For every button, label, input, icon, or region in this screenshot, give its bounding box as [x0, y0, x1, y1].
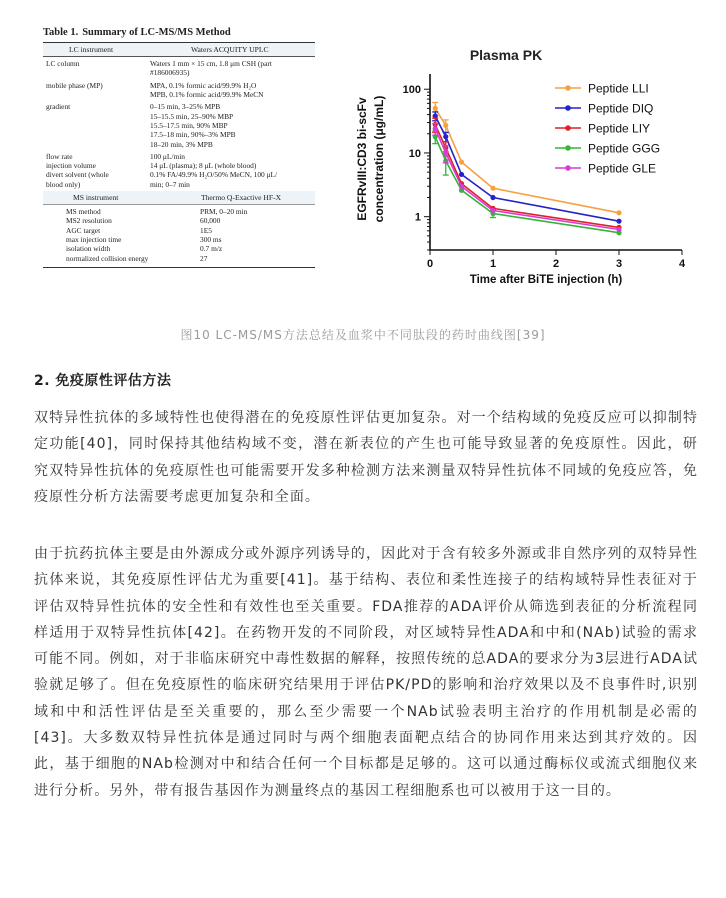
data-point — [616, 210, 621, 215]
x-tick-label: 2 — [552, 258, 560, 270]
lcms-method-table — [43, 27, 315, 268]
data-point — [443, 123, 448, 128]
legend-marker — [565, 105, 571, 111]
data-point — [459, 172, 464, 177]
table-row-label: LC column — [46, 59, 80, 69]
table-row-label: normalized collision energy — [66, 253, 149, 263]
table-row-label: max injection time — [66, 234, 122, 244]
ms-header-row — [43, 191, 315, 204]
table-value-line: 18–20 min, 3% MPB — [150, 139, 213, 149]
legend-label: Peptide GLE — [588, 161, 657, 176]
table-value-line: 15–15.5 min, 25–90% MBP — [150, 111, 234, 121]
table-row — [43, 81, 315, 100]
table-title — [43, 27, 315, 38]
legend-marker — [565, 165, 571, 171]
table-row-value — [150, 161, 315, 170]
table-row-value: PRM, 0–20 min — [200, 207, 248, 217]
table-row — [43, 102, 315, 148]
ms-rows — [43, 205, 315, 267]
table-row — [43, 170, 315, 189]
legend-marker — [565, 145, 571, 151]
legend-label: Peptide LIY — [588, 121, 651, 136]
table-value-line: 100 μL/min — [150, 151, 185, 161]
data-point — [490, 208, 495, 213]
lc-rows — [43, 57, 315, 189]
y-axis-label-line1: EGFRvIII:CD3 bi-scFv — [355, 97, 369, 221]
table-value-line: 14 μL (plasma); 8 μL (whole blood) — [150, 161, 257, 171]
table-bottom-rule — [43, 267, 315, 268]
data-point — [459, 159, 464, 164]
table-row — [43, 235, 315, 244]
data-point — [443, 150, 448, 155]
table-row-value: 0.7 m/z — [200, 244, 223, 254]
table-row — [43, 244, 315, 253]
table-value-line: 17.5–18 min, 90%–3% MPB — [150, 130, 236, 140]
table-value-line: 15.5–17.5 min, 90% MBP — [150, 120, 228, 130]
data-point — [433, 126, 438, 131]
y-tick-label: 1 — [414, 211, 421, 224]
table-row-value: 1E5 — [200, 225, 212, 235]
x-tick-label: 0 — [426, 258, 434, 270]
plasma-pk-chart — [340, 38, 700, 288]
legend-label: Peptide GGG — [588, 141, 661, 156]
table-row-value — [150, 152, 315, 161]
table-row — [43, 59, 315, 78]
table-row-label: AGC target — [66, 225, 101, 235]
data-point — [433, 106, 438, 111]
x-tick-label: 4 — [678, 258, 686, 270]
data-point — [490, 186, 495, 191]
table-row-label: isolation width — [66, 244, 111, 254]
table-row-label: MS2 resolution — [66, 216, 112, 226]
y-axis-label — [355, 96, 386, 223]
ms-header-label: MS instrument — [73, 193, 119, 203]
legend-marker — [565, 125, 571, 131]
table-row-value — [150, 59, 315, 78]
paragraph-1: 双特异性抗体的多域特性也使得潜在的免疫原性评估更加复杂。对一个结构域的免疫反应可以抑制特定功能[40]，同时保持其他结构域不变，潜在新表位的产生也可能导致显著的免疫原性。因此，研究双特异性抗体的免疫原性也可能需要开发多种检测方法来测量双特异性抗体不同域的免疫应答，免疫原性分析方法需要考虑更加复杂和全面。 — [34, 410, 698, 505]
section-heading: 2. 免疫原性评估方法 — [34, 373, 172, 389]
table-row-label: gradient — [46, 102, 71, 112]
table-row-value — [150, 102, 315, 148]
table-row-value: 300 ms — [200, 234, 222, 244]
paragraph-2: 由于抗药抗体主要是由外源成分或外源序列诱导的，因此对于含有较多外源或非自然序列的双特异性抗体来说，其免疫原性评估尤为重要[41]。基于结构、表位和柔性连接子的结构域特异性表征对于评估双特异性抗体的安全性和有效性也至关重要。FDA推荐的ADA评价从筛选到表征的分析流程同样适用于双特异性抗体[42]。在药物开发的不同阶段，对区域特异性ADA和中和(NAb)试验的需求可能不同。例如，对于非临床研究中毒性数据的解释，按照传统的总ADA的要求分为3层进行ADA试验就足够了。但在免疫原性的临床研究结果用于评估PK/PD的影响和治疗效果以及不良事件时,识别域和中和活性评估是至关重要的，那么至少需要一个NAb试验表明主治疗的作用机制是必需的[43]。大多数双特异性抗体是通过同时与两个细胞表面靶点结合的协同作用来达到其疗效的。因此，基于细胞的NAb检测对中和结合任何一个目标都是足够的。这可以通过酶标仪或流式细胞仪来进行分析。另外，带有报告基因作为测量终点的基因工程细胞系也可以被用于这一目的。 — [34, 546, 698, 799]
lc-header-row — [43, 43, 315, 56]
table-row-label: mobile phase (MP) — [46, 80, 103, 90]
data-point — [616, 219, 621, 224]
table-row — [43, 152, 315, 161]
table-row-value — [150, 81, 315, 100]
table-value-line: MPB, 0.1% formic acid/99.9% MeCN — [150, 90, 264, 100]
lc-header-label: LC instrument — [69, 45, 114, 55]
y-tick-label: 10 — [408, 147, 421, 160]
y-tick-label: 100 — [402, 84, 421, 97]
y-axis-label-line2: concentration (μg/mL) — [372, 95, 386, 223]
data-point — [616, 227, 621, 232]
legend-label: Peptide DIQ — [588, 101, 654, 116]
table-row-value: 60,000 — [200, 216, 221, 226]
legend-label: Peptide LLI — [588, 81, 649, 96]
x-tick-label: 1 — [489, 258, 497, 270]
data-point — [443, 134, 448, 139]
lc-header-value: Waters ACQUITY UPLC — [191, 45, 269, 55]
table-number: Table 1. — [43, 27, 79, 38]
table-row-label: flow rate — [46, 151, 73, 161]
table-title-text: Summary of LC-MS/MS Method — [82, 27, 231, 38]
table-row — [43, 254, 315, 263]
table-value-line: MPA, 0.1% formic acid/99.9% H₂O — [150, 80, 257, 90]
table-row — [43, 207, 315, 216]
data-point — [459, 184, 464, 189]
table-value-line: min; 0–7 min — [150, 179, 190, 189]
ms-header-value: Thermo Q-Exactive HF-X — [201, 193, 282, 203]
table-row — [43, 226, 315, 235]
figure-caption: 图10 LC-MS/MS方法总结及血浆中不同肽段的药时曲线图[39] — [180, 328, 546, 342]
x-axis-label: Time after BiTE injection (h) — [469, 274, 623, 286]
table-value-line: #186006935) — [150, 68, 190, 78]
table-row-label: divert solvent (whole blood only) — [46, 170, 109, 189]
pk-chart-svg — [340, 38, 700, 288]
chart-title: Plasma PK — [469, 47, 543, 63]
table-value-line: Waters 1 mm × 15 cm, 1.8 μm CSH (part — [150, 59, 272, 69]
table-row-value — [150, 170, 315, 189]
legend-marker — [565, 85, 571, 91]
table-row-value: 27 — [200, 253, 208, 263]
table-row — [43, 216, 315, 225]
table-value-line: 0.1% FA/49.9% H₂O/50% MeCN, 100 μL/ — [150, 170, 278, 180]
data-point — [490, 195, 495, 200]
x-tick-label: 3 — [615, 258, 623, 270]
table-value-line: 0–15 min, 3–25% MPB — [150, 102, 221, 112]
table-row — [43, 161, 315, 170]
table-row-label: MS method — [66, 207, 101, 217]
table-row-label: injection volume — [46, 161, 96, 171]
